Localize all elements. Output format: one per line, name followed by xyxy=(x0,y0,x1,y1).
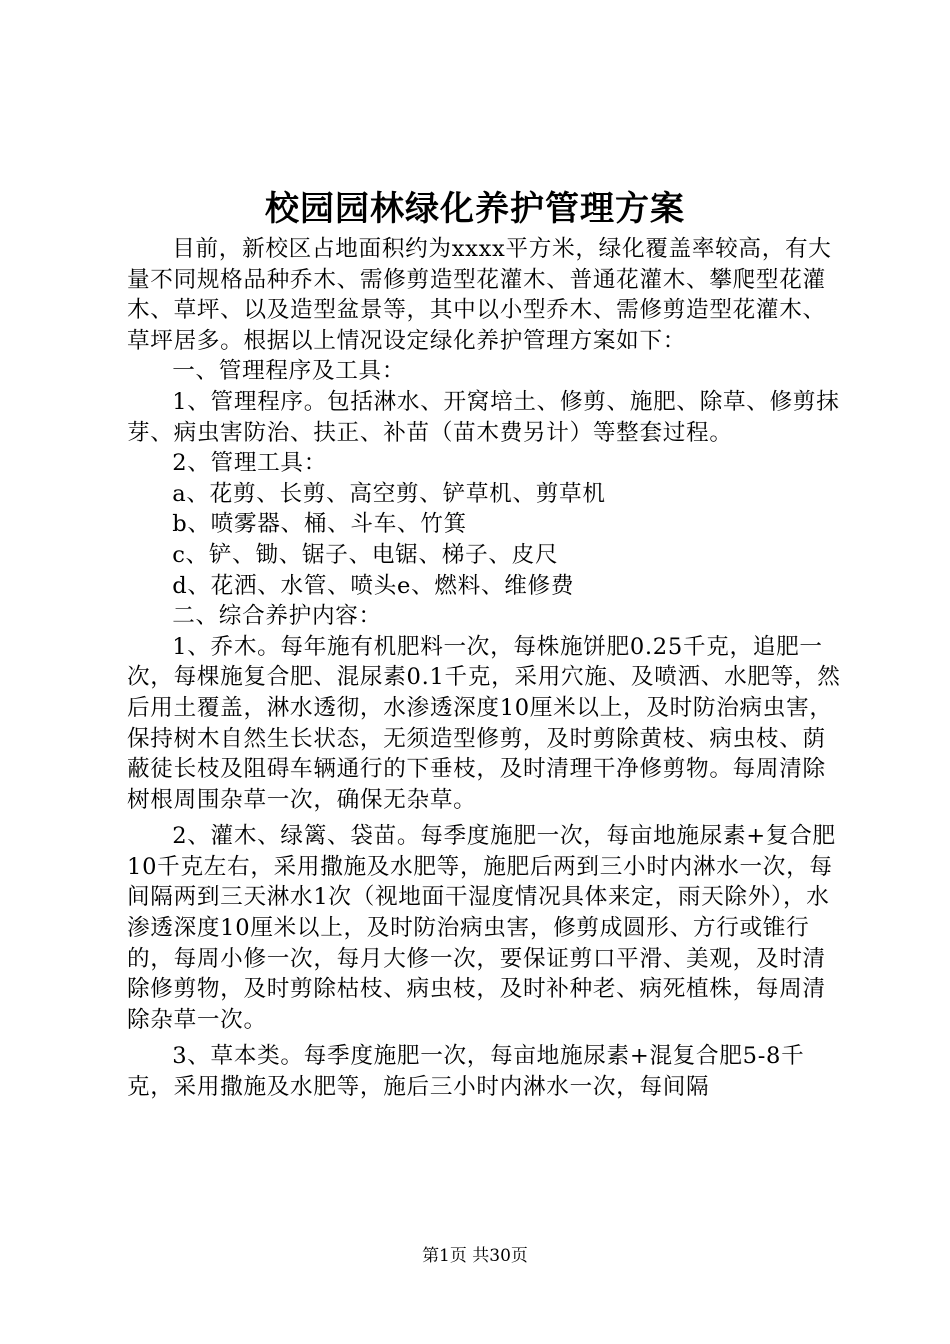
heading-section-2: 二、综合养护内容： xyxy=(172,603,382,630)
document-title: 校园园林绿化养护管理方案 xyxy=(265,189,685,229)
paragraph-intro: 目前，新校区占地面积约为xxxx平方米，绿化覆盖率较高，有大量不同规格品种乔木、需修剪造型花灌木、普通花灌木、攀爬型花灌木、草坪、以及造型盆景等，其中以小型乔木、需修剪造型花灌木、草坪居多。根据以上情况设定绿化养护管理方案如下： xyxy=(127,236,832,354)
list-item-tools-b: b、喷雾器、桶、斗车、竹箕 xyxy=(172,511,467,538)
page-footer: 第1页 共30页 xyxy=(422,1246,528,1266)
paragraph-management-procedure: 1、管理程序。包括淋水、开窝培土、修剪、施肥、除草、修剪抹芽、病虫害防治、扶正、补苗（苗木费另计）等整套过程。 xyxy=(127,388,840,446)
document-body xyxy=(127,234,841,1103)
list-item-tools-a: a、花剪、长剪、高空剪、铲草机、剪草机 xyxy=(172,480,606,507)
heading-management-tools: 2、管理工具： xyxy=(172,450,328,477)
paragraph-shrubs: 2、灌木、绿篱、袋苗。每季度施肥一次，每亩地施尿素+复合肥10千克左右，采用撒施及水肥等，施肥后两到三小时内淋水一次，每间隔两到三天淋水1次（视地面干湿度情况具体来定，雨天除外），水渗透深度10厘米以上，及时防治病虫害，修剪成圆形、方行或锥行的，每周小修一次，每月大修一次，要保证剪口平滑、美观，及时清除修剪物，及时剪除枯枝、病虫枝，及时补种老、病死植株，每周清除杂草一次。 xyxy=(127,823,836,1033)
heading-section-1: 一、管理程序及工具： xyxy=(172,358,406,385)
paragraph-trees: 1、乔木。每年施有机肥料一次，每株施饼肥0.25千克，追肥一次，每棵施复合肥、混尿素0.1千克，采用穴施、及喷洒、水肥等，然后用土覆盖，淋水透彻，水渗透深度10厘米以上，及时防治病虫害，保持树木自然生长状态，无须造型修剪，及时剪除黄枝、病虫枝、荫蔽徒长枝及阻碍车辆通行的下垂枝，及时清理干净修剪物。每周清除树根周围杂草一次，确保无杂草。 xyxy=(127,633,841,813)
list-item-tools-c: c、铲、锄、锯子、电锯、梯子、皮尺 xyxy=(172,541,559,568)
paragraph-herbs: 3、草本类。每季度施肥一次，每亩地施尿素+混复合肥5-8千克，采用撒施及水肥等，施后三小时内淋水一次，每间隔 xyxy=(127,1043,805,1101)
list-item-tools-d: d、花洒、水管、喷头e、燃料、维修费 xyxy=(172,572,575,599)
